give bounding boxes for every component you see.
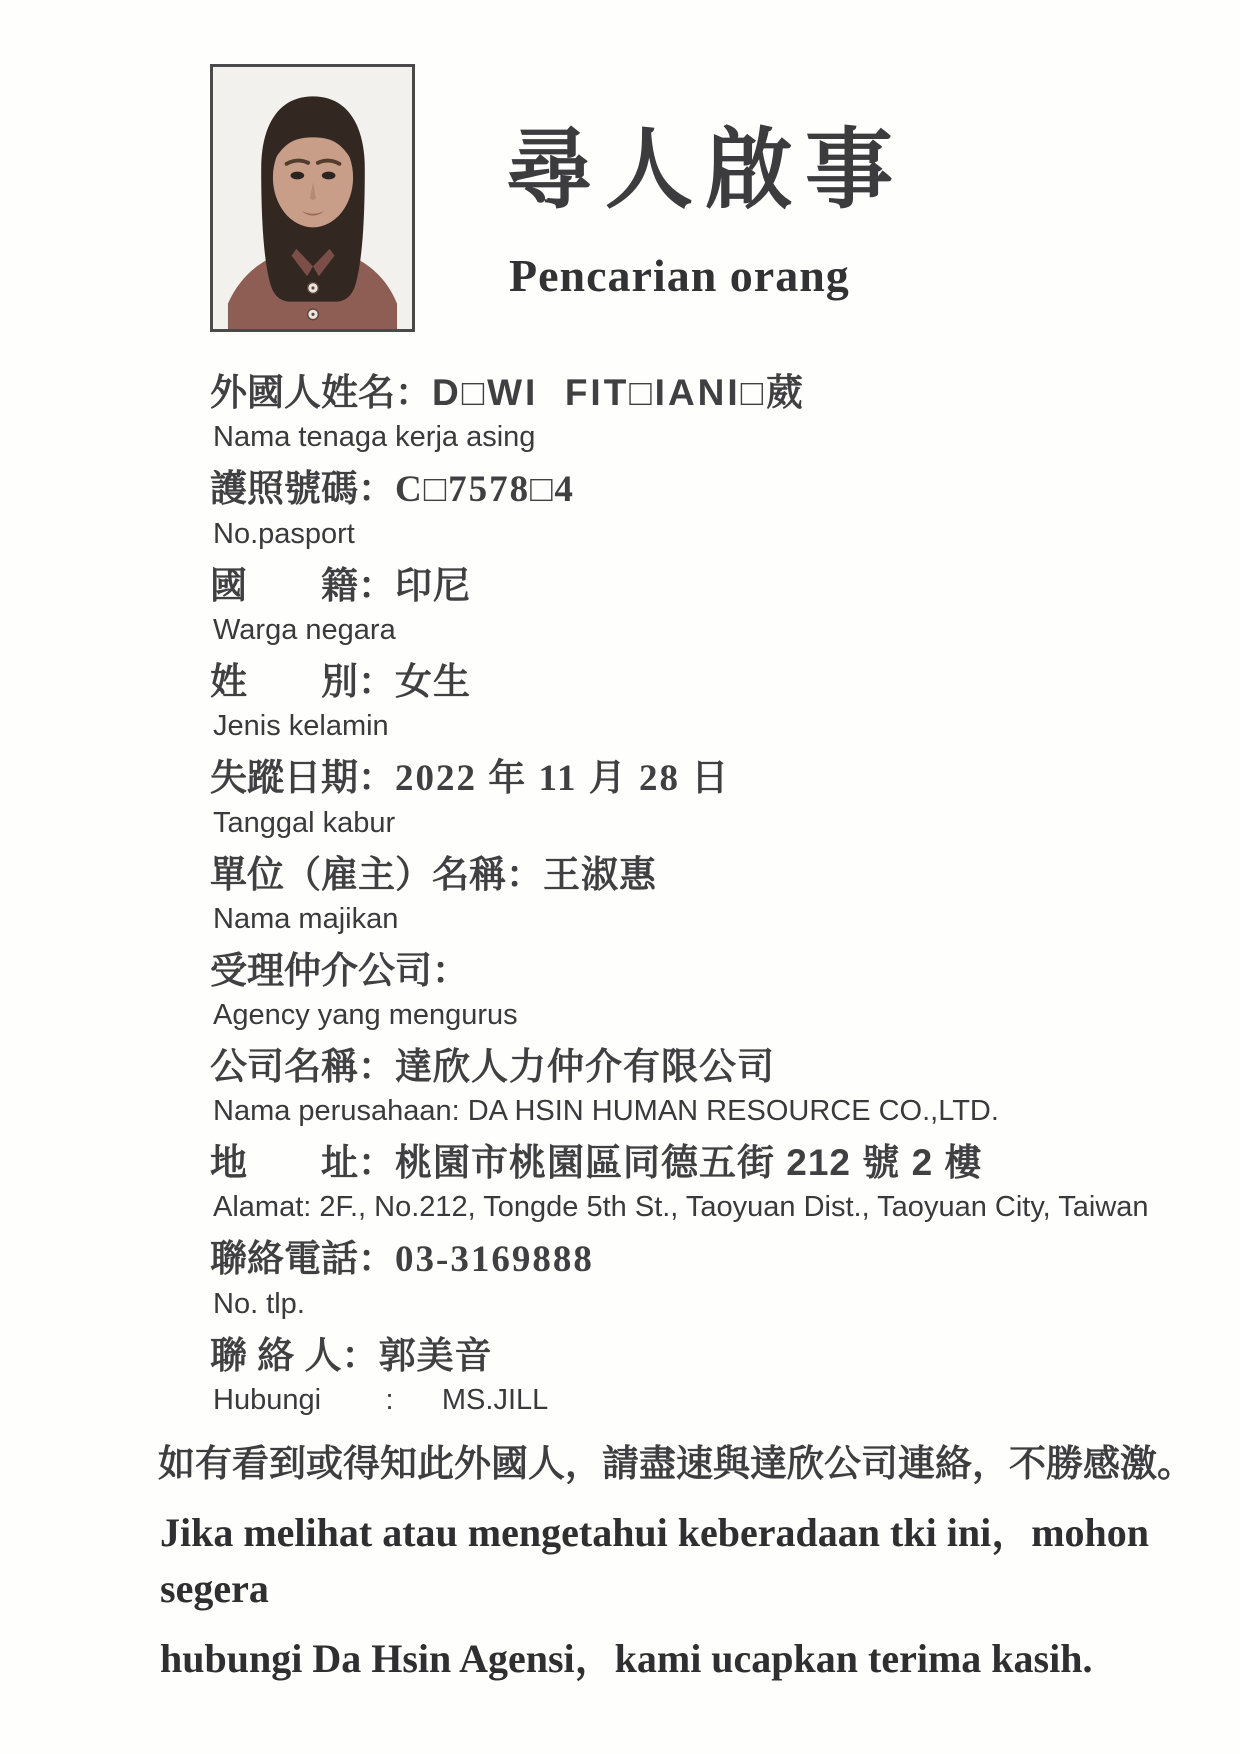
field-label: 外國人姓名：	[210, 372, 432, 413]
field-label: 地 址：	[210, 1142, 395, 1183]
field-label: 單位（雇主）名稱：	[210, 854, 543, 895]
field-value: C□7578□4	[395, 469, 575, 510]
field-row	[210, 1042, 1200, 1128]
field-value: 王淑惠	[543, 854, 657, 895]
field-row	[210, 1234, 1200, 1321]
field-sublabel: Warga negara	[213, 614, 396, 646]
field-row	[210, 1331, 1200, 1417]
field-row	[210, 753, 1200, 840]
field-value: 03-3169888	[395, 1239, 594, 1280]
field-row	[210, 561, 1200, 647]
footer-line-id-1: Jika melihat atau mengetahui keberadaan tki ini，mohon segera	[160, 1510, 1160, 1611]
field-main-line	[210, 464, 1200, 515]
field-value: D□WI FIT□IANI□葳	[432, 372, 807, 413]
portrait-photo	[210, 64, 415, 332]
page-title: 尋人啟事	[505, 120, 906, 219]
field-main-line	[210, 1138, 1200, 1188]
page-subtitle: Pencarian orang	[509, 249, 850, 301]
field-value: 女生	[395, 661, 471, 702]
field-value: 2022 年 11 月 28 日	[395, 758, 731, 799]
field-sublabel: Alamat: 2F., No.212, Tongde 5th St., Taoyuan Dist., Taoyuan City, Taiwan	[213, 1191, 1149, 1223]
field-main-line	[210, 850, 1200, 900]
title-block	[505, 64, 905, 302]
field-sublabel: Hubungi : MS.JILL	[213, 1384, 549, 1416]
field-main-line	[210, 368, 1200, 418]
field-row	[210, 946, 1200, 1032]
notice-header	[0, 0, 1240, 332]
field-sublabel: Agency yang mengurus	[213, 999, 518, 1031]
field-sublabel: Nama perusahaan: DA HSIN HUMAN RESOURCE CO.,LTD.	[213, 1095, 999, 1127]
field-main-line	[210, 1042, 1200, 1092]
field-label: 受理仲介公司：	[210, 950, 469, 991]
field-main-line	[210, 1234, 1200, 1285]
footer-line-id-2: hubungi Da Hsin Agensi，kami ucapkan terima kasih.	[160, 1636, 1093, 1681]
field-label: 聯絡電話：	[210, 1238, 395, 1279]
field-label: 聯 絡 人：	[210, 1335, 379, 1376]
field-sublabel: Nama tenaga kerja asing	[213, 421, 536, 453]
field-value: 印尼	[395, 565, 471, 606]
field-sublabel: No. tlp.	[213, 1288, 305, 1320]
field-sublabel: Nama majikan	[213, 903, 399, 935]
field-label: 姓 別：	[210, 661, 395, 702]
field-label: 公司名稱：	[210, 1046, 395, 1087]
field-main-line	[210, 753, 1200, 804]
field-row	[210, 657, 1200, 743]
field-value: 郭美音	[378, 1335, 493, 1376]
field-value: 達欣人力仲介有限公司	[395, 1046, 775, 1087]
field-sublabel: Tanggal kabur	[213, 807, 396, 839]
field-sublabel: Jenis kelamin	[213, 710, 389, 742]
field-sublabel: No.pasport	[213, 518, 355, 550]
field-row	[210, 464, 1200, 551]
footer-line-zh: 如有看到或得知此外國人，請盡速與達欣公司連絡，不勝感激。	[158, 1443, 1194, 1484]
notice-footer	[0, 1427, 1240, 1687]
portrait-illustration	[213, 67, 412, 329]
field-row	[210, 850, 1200, 936]
field-row	[210, 1138, 1200, 1224]
field-label: 護照號碼：	[210, 468, 395, 509]
field-label: 失蹤日期：	[210, 757, 395, 798]
field-main-line	[210, 561, 1200, 611]
field-label: 國 籍：	[210, 565, 395, 606]
field-value: 桃園市桃園區同德五街 212 號 2 樓	[395, 1142, 983, 1183]
field-main-line	[210, 1331, 1200, 1381]
field-row	[210, 368, 1200, 454]
field-main-line	[210, 946, 1200, 996]
field-main-line	[210, 657, 1200, 707]
fields-list	[0, 332, 1240, 1417]
